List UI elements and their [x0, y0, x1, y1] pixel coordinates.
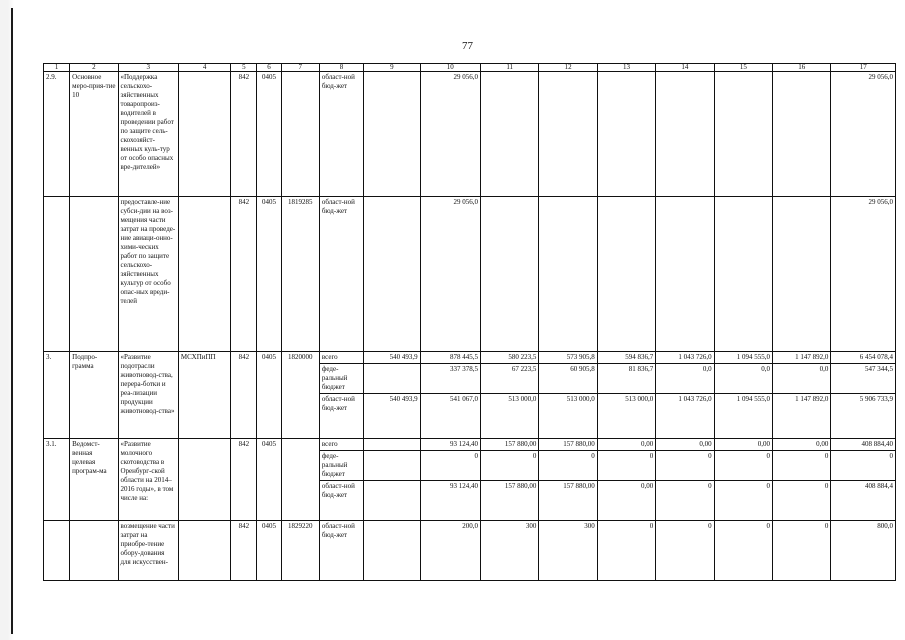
cell-c4: МСХПиПП [178, 352, 230, 439]
cell-amount-col10: 337 378,5 [420, 364, 480, 394]
column-header-8: 8 [319, 64, 363, 72]
cell-c4 [178, 197, 230, 352]
table-row [44, 521, 896, 581]
column-header-7: 7 [281, 64, 319, 72]
column-header-13: 13 [597, 64, 655, 72]
cell-amount-col12: 157 880,00 [539, 481, 597, 521]
column-header-4: 4 [178, 64, 230, 72]
cell-amount-col12 [539, 197, 597, 352]
cell-amount-col11: 580 223,5 [480, 352, 538, 364]
cell-amount-col14: 0 [656, 451, 714, 481]
cell-amount-col12 [539, 72, 597, 197]
cell-amount-col15: 0,0 [714, 364, 772, 394]
cell-amount-col13 [597, 197, 655, 352]
cell-amount-col14 [656, 72, 714, 197]
cell-c4 [178, 439, 230, 521]
cell-c2: Основное меро-прия-тие 10 [70, 72, 118, 197]
cell-funding-source: феде-ральный бюджет [319, 451, 363, 481]
table-row [44, 72, 896, 197]
cell-c1 [44, 521, 70, 581]
cell-c7 [281, 439, 319, 521]
cell-amount-col16 [773, 197, 831, 352]
cell-c3: «Поддержка сельскохо-зяйственных товаропроиз-водителей в проведении работ по защите сель-скохозяйст-венных куль-тур от особо опасных вре-дителей» [118, 72, 178, 197]
cell-amount-col12: 300 [539, 521, 597, 581]
cell-amount-col16: 0 [773, 451, 831, 481]
cell-amount-col16: 0,0 [773, 364, 831, 394]
cell-amount-col16: 1 147 892,0 [773, 352, 831, 364]
cell-amount-col9 [364, 72, 420, 197]
column-header-2: 2 [70, 64, 118, 72]
cell-amount-col16: 1 147 892,0 [773, 394, 831, 439]
cell-amount-col11: 157 880,00 [480, 481, 538, 521]
cell-funding-source: област-ной бюд-жет [319, 394, 363, 439]
cell-amount-col12: 513 000,0 [539, 394, 597, 439]
cell-c7: 1829220 [281, 521, 319, 581]
cell-amount-col16: 0,00 [773, 439, 831, 451]
cell-amount-col9 [364, 197, 420, 352]
cell-amount-col9: 540 493,9 [364, 352, 420, 364]
cell-c3: предоставле-ние субси-дии на воз-мещения части затрат на проведе-ние авиаци-онно-хими-ческих работ по защите сельскохо-зяйственных культур от особо опас-ных вреди-телей [118, 197, 178, 352]
cell-c1 [44, 197, 70, 352]
cell-c5: 842 [231, 352, 257, 439]
cell-amount-col17: 29 056,0 [831, 197, 896, 352]
cell-c6: 0405 [257, 521, 281, 581]
cell-amount-col10: 29 056,0 [420, 197, 480, 352]
cell-c2 [70, 521, 118, 581]
cell-amount-col15 [714, 72, 772, 197]
cell-c3: возмещение части затрат на приобре-тение обору-дования для искусствен- [118, 521, 178, 581]
cell-c5: 842 [231, 197, 257, 352]
table-row [44, 352, 896, 364]
cell-amount-col15: 0,00 [714, 439, 772, 451]
cell-amount-col12: 0 [539, 451, 597, 481]
cell-c2 [70, 197, 118, 352]
cell-c6: 0405 [257, 197, 281, 352]
cell-amount-col16: 0 [773, 521, 831, 581]
cell-funding-source: област-ной бюд-жет [319, 197, 363, 352]
cell-amount-col13: 0,00 [597, 439, 655, 451]
cell-amount-col13: 0,00 [597, 481, 655, 521]
cell-c7: 1819285 [281, 197, 319, 352]
cell-amount-col17: 547 344,5 [831, 364, 896, 394]
column-header-10: 10 [420, 64, 480, 72]
cell-amount-col9 [364, 439, 420, 451]
cell-amount-col13 [597, 72, 655, 197]
cell-c5: 842 [231, 439, 257, 521]
cell-amount-col11: 0 [480, 451, 538, 481]
cell-funding-source: всего [319, 352, 363, 364]
cell-amount-col17: 29 056,0 [831, 72, 896, 197]
cell-amount-col14: 1 043 726,0 [656, 394, 714, 439]
table-body [44, 72, 896, 581]
cell-amount-col17: 0 [831, 451, 896, 481]
cell-amount-col13: 0 [597, 451, 655, 481]
page-number: 77 [462, 40, 473, 52]
cell-amount-col16: 0 [773, 481, 831, 521]
column-header-6: 6 [257, 64, 281, 72]
cell-c6: 0405 [257, 439, 281, 521]
cell-c4 [178, 521, 230, 581]
scan-binding-line [11, 8, 13, 634]
cell-amount-col10: 541 067,0 [420, 394, 480, 439]
cell-amount-col9 [364, 481, 420, 521]
cell-c4 [178, 72, 230, 197]
cell-amount-col15 [714, 197, 772, 352]
cell-amount-col10: 93 124,40 [420, 481, 480, 521]
cell-amount-col15: 1 094 555,0 [714, 394, 772, 439]
cell-amount-col9 [364, 451, 420, 481]
cell-c6: 0405 [257, 72, 281, 197]
column-header-16: 16 [773, 64, 831, 72]
cell-amount-col15: 0 [714, 481, 772, 521]
cell-amount-col10: 29 056,0 [420, 72, 480, 197]
cell-amount-col10: 93 124,40 [420, 439, 480, 451]
cell-amount-col17: 408 884,4 [831, 481, 896, 521]
cell-c3: «Развитие молочного скотоводства в Оренбург-ской области на 2014–2016 годы», в том числе на: [118, 439, 178, 521]
cell-amount-col17: 5 906 733,9 [831, 394, 896, 439]
cell-c6: 0405 [257, 352, 281, 439]
cell-amount-col12: 573 905,8 [539, 352, 597, 364]
cell-c7 [281, 72, 319, 197]
column-header-3: 3 [118, 64, 178, 72]
column-header-11: 11 [480, 64, 538, 72]
cell-amount-col12: 157 880,00 [539, 439, 597, 451]
cell-amount-col17: 6 454 078,4 [831, 352, 896, 364]
cell-amount-col15: 0 [714, 521, 772, 581]
cell-amount-col9 [364, 364, 420, 394]
table-row [44, 197, 896, 352]
cell-amount-col9: 540 493,9 [364, 394, 420, 439]
column-header-17: 17 [831, 64, 896, 72]
header-row [44, 64, 896, 72]
column-header-14: 14 [656, 64, 714, 72]
cell-amount-col17: 408 884,40 [831, 439, 896, 451]
cell-amount-col14 [656, 197, 714, 352]
cell-amount-col13: 594 836,7 [597, 352, 655, 364]
cell-amount-col13: 513 000,0 [597, 394, 655, 439]
column-header-9: 9 [364, 64, 420, 72]
cell-amount-col15: 1 094 555,0 [714, 352, 772, 364]
cell-amount-col13: 81 836,7 [597, 364, 655, 394]
cell-funding-source: област-ной бюд-жет [319, 521, 363, 581]
cell-c2: Подпро-грамма [70, 352, 118, 439]
column-header-1: 1 [44, 64, 70, 72]
cell-c1: 3.1. [44, 439, 70, 521]
cell-c7: 1820000 [281, 352, 319, 439]
cell-c3: «Развитие подотрасли животновод-ства, перера-ботки и реа-лизации продукции животновод-ства» [118, 352, 178, 439]
cell-c5: 842 [231, 521, 257, 581]
cell-amount-col10: 0 [420, 451, 480, 481]
cell-funding-source: всего [319, 439, 363, 451]
cell-amount-col15: 0 [714, 451, 772, 481]
cell-amount-col9 [364, 521, 420, 581]
cell-amount-col17: 800,0 [831, 521, 896, 581]
column-header-15: 15 [714, 64, 772, 72]
budget-table [43, 63, 896, 581]
cell-amount-col10: 200,0 [420, 521, 480, 581]
cell-amount-col11: 513 000,0 [480, 394, 538, 439]
cell-amount-col16 [773, 72, 831, 197]
cell-amount-col10: 878 445,5 [420, 352, 480, 364]
cell-amount-col14: 0 [656, 481, 714, 521]
cell-amount-col11: 157 880,00 [480, 439, 538, 451]
cell-amount-col11: 300 [480, 521, 538, 581]
table-row [44, 439, 896, 451]
cell-amount-col11 [480, 197, 538, 352]
cell-amount-col14: 0,0 [656, 364, 714, 394]
cell-amount-col14: 0,00 [656, 439, 714, 451]
cell-amount-col14: 1 043 726,0 [656, 352, 714, 364]
cell-funding-source: феде-ральный бюджет [319, 364, 363, 394]
cell-amount-col11: 67 223,5 [480, 364, 538, 394]
cell-amount-col13: 0 [597, 521, 655, 581]
cell-amount-col12: 60 905,8 [539, 364, 597, 394]
cell-c1: 3. [44, 352, 70, 439]
column-header-5: 5 [231, 64, 257, 72]
column-header-12: 12 [539, 64, 597, 72]
cell-c1: 2.9. [44, 72, 70, 197]
cell-amount-col14: 0 [656, 521, 714, 581]
cell-c2: Ведомст-венная целевая програм-ма [70, 439, 118, 521]
cell-funding-source: област-ной бюд-жет [319, 481, 363, 521]
cell-amount-col11 [480, 72, 538, 197]
cell-c5: 842 [231, 72, 257, 197]
cell-funding-source: област-ной бюд-жет [319, 72, 363, 197]
